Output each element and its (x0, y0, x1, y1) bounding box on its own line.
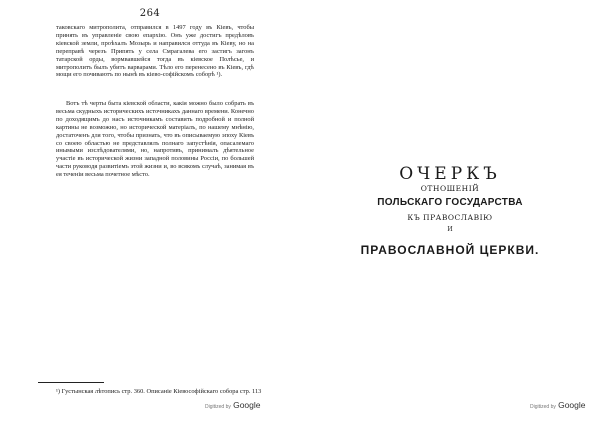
body-paragraph-1: таковскаго митрополита, отправился в 1497 году въ Кіевъ, чтобы принять въ управленіе свою епархію. Онъ уже достигъ предѣловъ кіевской земли, проѣхалъ Мозырь и направился оттуда въ Кіеву, но на переправѣ черезъ Припять у села Смрагалева его застигъ загонъ татарской орды, вормвавшейся тогда въ кіевское Полѣсье, и митрополитъ былъ убитъ варварами. Тѣло его перенесено въ Кіевъ, гдѣ мощи его почиваютъ по нынѣ въ кіево-софійскомъ соборѣ ¹). (56, 24, 254, 79)
body-paragraph-2: Вотъ тѣ черты быта кіевской области, какія можно было собрать въ весьма скудныхъ историческихъ источникахъ даннаго времени. Конечно по доходящимъ до насъ источникамъ составить подробной и полной картины не возможно, но исторической матеріалъ, по нашему мнѣнію, достаточенъ для того, чтобы признать, что въ описываемую эпоху Кіевъ со своею областью не представлялъ полнаго запустѣнія, опасалемаго инымыми изслѣдователями, но, напротивъ, принималъ дѣятельное участіе въ исторической жизни западной половины Россіи, по большей части руководя развитіемъ этой жизни и, во всякомъ случаѣ, занимая въ ея теченіи весьма почетное мѣсто. (56, 100, 254, 179)
watermark-right (530, 400, 586, 410)
watermark-digitized-text: Digitized by (205, 404, 231, 410)
subtitle-conjunction: И (447, 226, 453, 233)
footnote-divider (38, 382, 104, 383)
watermark-left (205, 400, 261, 410)
subtitle-line-4: ПРАВОСЛАВНОЙ ЦЕРКВИ. (360, 243, 540, 257)
right-page (300, 0, 600, 430)
watermark-brand: Google (233, 400, 261, 410)
footnote: ¹) Густынская лѣтопись стр. 360. Описаніе Кіевософійскаго собора стр. 113 (56, 388, 262, 395)
subtitle-line-2: ПОЛЬСКАГО ГОСУДАРСТВА (377, 197, 523, 208)
subtitle-line-1: ОТНОШЕНІЙ (420, 184, 480, 193)
watermark-brand: Google (558, 400, 586, 410)
watermark-digitized-text: Digitized by (530, 404, 556, 410)
book-title: ОЧЕРКЪ (399, 164, 501, 184)
subtitle-line-3: КЪ ПРАВОСЛАВІЮ (407, 213, 493, 222)
page-number: 264 (139, 8, 161, 19)
